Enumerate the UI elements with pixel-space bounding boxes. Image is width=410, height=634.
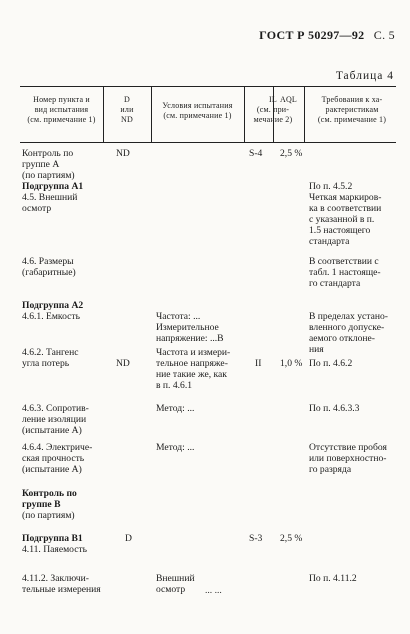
control-group-b: Контроль по группе В (по партиям) — [22, 488, 77, 521]
item-4-6-3: 4.6.3. Сопротив- ление изоляции (испытание А) — [22, 403, 89, 436]
req-4-6-1: В пределах устано- вленного допуске- аемого отклоне- ния — [309, 311, 388, 355]
col-header-test: Номер пункта и вид испытания (см. примечание 1) — [27, 95, 96, 124]
item-4-6-4: 4.6.4. Электриче- ская прочность (испытание А) — [22, 442, 93, 475]
control-group-a: Контроль по группе А (по партиям) — [22, 148, 75, 181]
item-4-6-2-aql: 1,0 % — [280, 358, 303, 369]
subgroup-b1-aql: 2,5 % — [280, 533, 303, 544]
cond-4-6-3: Метод: ... — [156, 403, 195, 414]
col-header-il: IL (см. при- мечание 2) — [253, 95, 293, 124]
page-header — [259, 28, 395, 43]
item-4-11-2: 4.11.2. Заключи- тельные измерения — [22, 573, 101, 595]
table-header-rule — [20, 142, 396, 143]
col-header-requirements: Требования к ха- рактеристикам (см. примечание 1) — [317, 95, 387, 124]
subgroup-b1: Подгруппа В1 — [22, 533, 83, 544]
req-4-6: В соответствии с табл. 1 настояще- го стандарта — [309, 256, 381, 289]
req-4-11-2: По п. 4.11.2 — [309, 573, 357, 584]
group-a-il: S-4 — [249, 148, 263, 159]
item-4-6: 4.6. Размеры (габаритные) — [22, 256, 76, 278]
standard-number: ГОСТ Р 50297—92 — [259, 28, 365, 42]
item-4-6-2: 4.6.2. Тангенс угла потерь — [22, 347, 79, 369]
cond-4-6-4: Метод: ... — [156, 442, 195, 453]
subgroup-b1-il: S-3 — [249, 533, 263, 544]
table-top-rule — [20, 86, 396, 87]
item-4-5: 4.5. Внешний осмотр — [22, 192, 78, 214]
cond-4-6-2: Частота и измери- тельное напряже- ние такие же, как в п. 4.6.1 — [156, 347, 231, 391]
cond-4-6-1: Частота: ... Измерительное напряжение: ...В — [156, 311, 224, 344]
col-header-d-nd: D или ND — [120, 95, 134, 124]
item-4-6-2-nd: ND — [116, 358, 130, 369]
subgroup-a2: Подгруппа А2 — [22, 300, 84, 311]
req-4-5: По п. 4.5.2 Четкая маркиров- ка в соответствии с указанной в п. 1.5 настоящего стандарта — [309, 181, 382, 247]
page-number: С. 5 — [373, 28, 395, 42]
item-4-11: 4.11. Паяемость — [22, 544, 88, 555]
group-a-aql: 2,5 % — [280, 148, 303, 159]
req-4-6-4: Отсутствие пробоя или поверхностно- го разряда — [309, 442, 387, 475]
cond-4-11-2-dots: ... ... — [205, 585, 222, 596]
req-4-6-2: По п. 4.6.2 — [309, 358, 353, 369]
col-header-aql: AQL — [279, 95, 298, 104]
subgroup-b1-d: D — [125, 533, 132, 544]
table-title: Таблица 4 — [335, 70, 394, 82]
cond-4-11-2: Внешний осмотр — [156, 573, 195, 595]
req-4-6-3: По п. 4.6.3.3 — [309, 403, 360, 414]
col-header-conditions: Условия испытания (см. примечание 1) — [162, 101, 233, 120]
group-a-inspection-level-type: ND — [116, 148, 130, 159]
item-4-6-2-il: II — [255, 358, 262, 369]
subgroup-a1: Подгруппа А1 — [22, 181, 84, 192]
item-4-6-1: 4.6.1. Емкость — [22, 311, 80, 322]
